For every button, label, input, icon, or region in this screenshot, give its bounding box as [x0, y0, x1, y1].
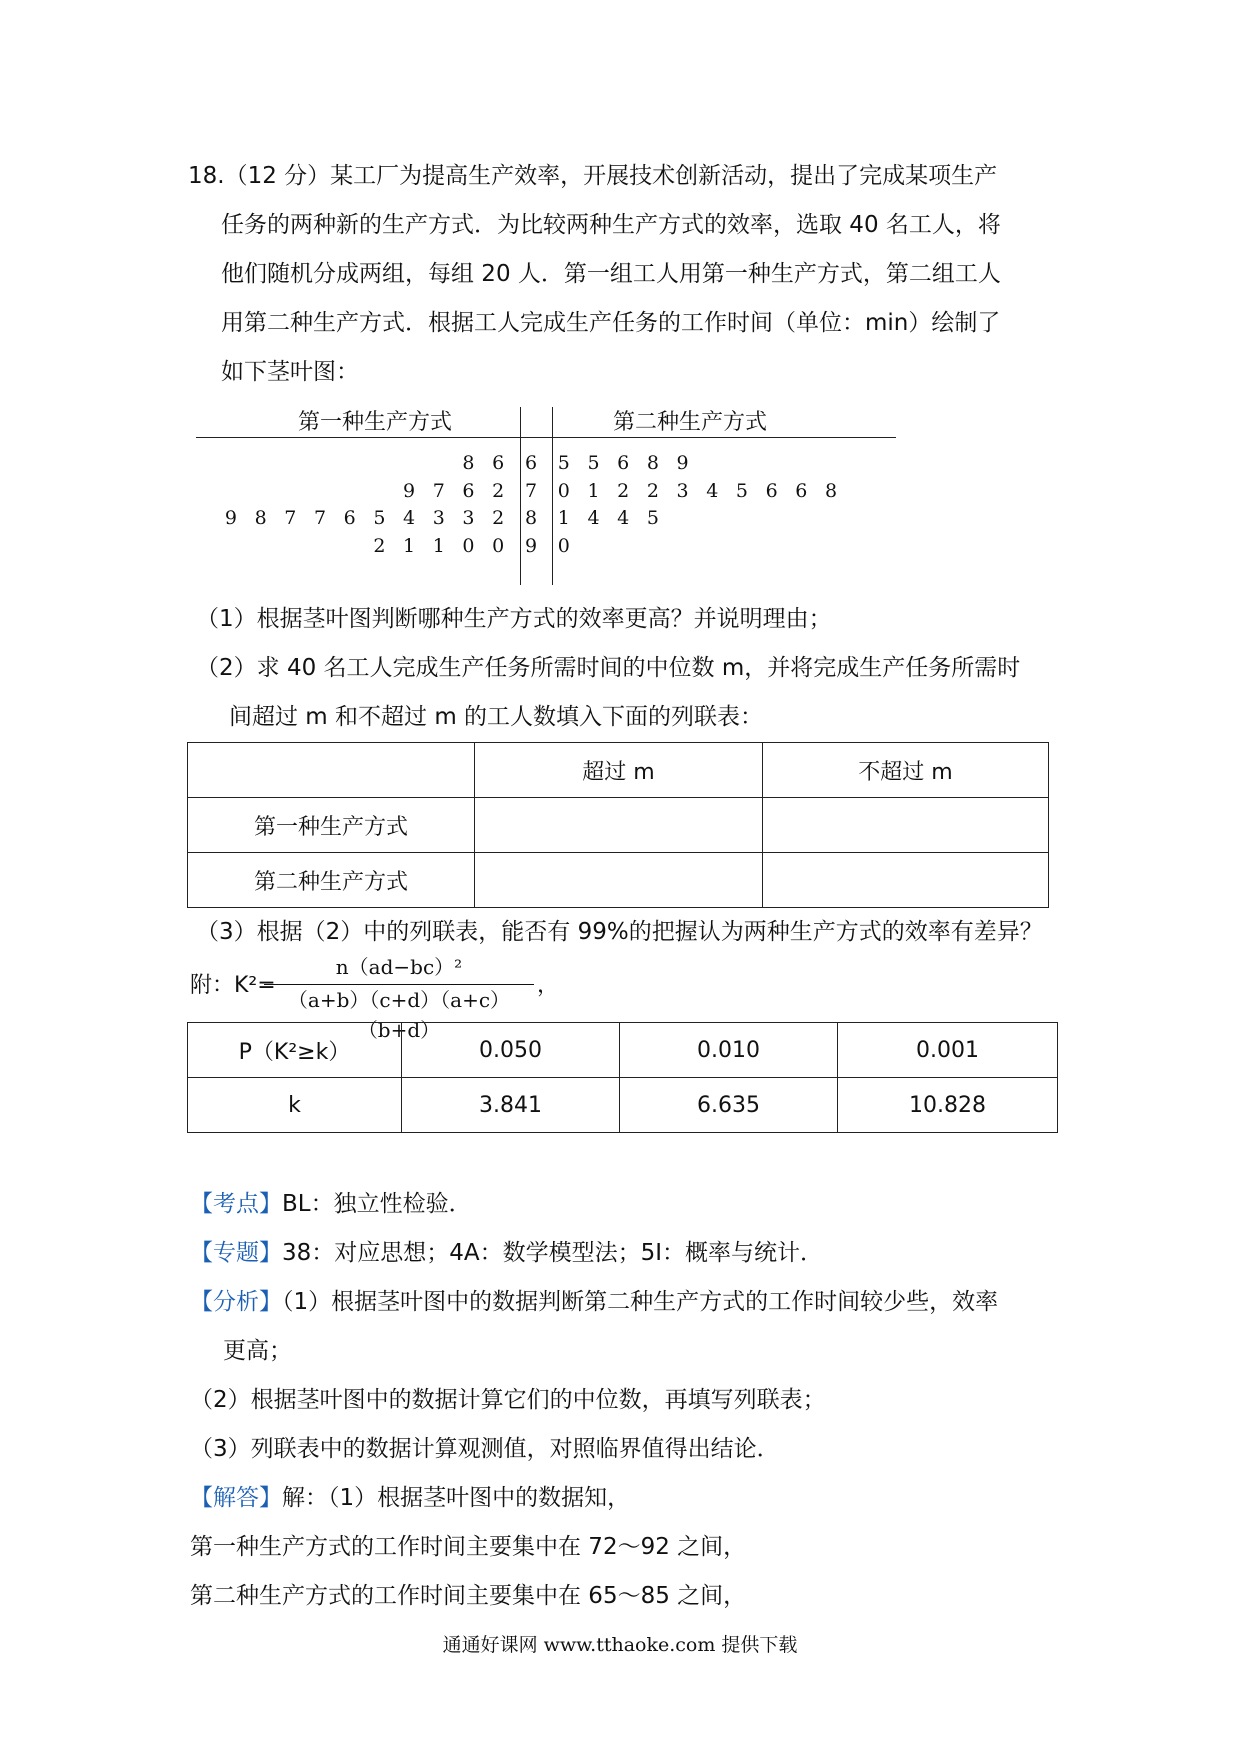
leaf: 6 — [795, 479, 808, 502]
left-leaves — [365, 533, 513, 560]
leaf: 1 — [587, 479, 600, 502]
left-leaves — [216, 505, 513, 532]
fenxi-text-1: （1）根据茎叶图中的数据判断第二种生产方式的工作时间较少些，效率 — [282, 1289, 999, 1315]
table-row — [188, 798, 1049, 853]
zhuanti-tag: 【专题】 — [190, 1240, 282, 1266]
jieda-text: 解：（1）根据茎叶图中的数据知， — [282, 1485, 631, 1511]
leaf: 5 — [735, 479, 749, 502]
zhuanti-text: 38：对应思想；4A：数学模型法；5I：概率与统计． — [282, 1240, 824, 1266]
leaf: 3 — [432, 507, 445, 529]
table-cell[interactable] — [763, 798, 1049, 853]
leaf: 8 — [462, 452, 475, 474]
leaf: 9 — [224, 507, 238, 529]
stem-leaf-right-title: 第二种生产方式 — [613, 410, 768, 435]
solution-line-b: 第二种生产方式的工作时间主要集中在 65～85 之间， — [190, 1583, 747, 1609]
formula-prefix: 附：K²= — [190, 973, 276, 998]
leaf: 5 — [646, 507, 659, 529]
leaf: 1 — [557, 507, 570, 529]
formula-suffix: ， — [537, 973, 560, 998]
leaf: 9 — [403, 479, 416, 502]
table-row-label: 第一种生产方式 — [188, 798, 475, 853]
leaf: 2 — [492, 479, 505, 502]
leaf: 0 — [557, 534, 570, 557]
table-cell[interactable] — [475, 853, 763, 908]
jieda-line — [190, 1474, 1070, 1523]
leaf: 2 — [373, 534, 386, 557]
table-cell: 3.841 — [402, 1078, 620, 1133]
leaf: 6 — [462, 479, 475, 502]
leaf: 6 — [617, 452, 630, 474]
leaf: 4 — [706, 479, 719, 502]
problem-line-3: 他们随机分成两组，每组 20 人．第一组工人用第一种生产方式，第二组工人 — [221, 261, 1001, 287]
fenxi-text-2: （2）根据茎叶图中的数据计算它们的中位数，再填写列联表； — [190, 1387, 826, 1413]
problem-line-4: 用第二种生产方式．根据工人完成生产任务的工作时间（单位：min）绘制了 — [221, 310, 1001, 336]
right-leaves — [549, 478, 846, 505]
question-1: （1）根据茎叶图判断哪种生产方式的效率更高？并说明理由； — [196, 606, 832, 632]
table-cell: P（K²≥k） — [188, 1023, 402, 1078]
table-cell: 6.635 — [620, 1078, 838, 1133]
leaf: 7 — [432, 479, 445, 502]
leaf: 5 — [557, 452, 570, 474]
formula-fraction — [264, 950, 534, 1042]
leaf: 6 — [492, 452, 505, 474]
left-leaves — [454, 450, 513, 477]
leaf: 0 — [557, 479, 570, 502]
leaf: 6 — [765, 479, 778, 502]
solution — [190, 1180, 1070, 1621]
table-header-not-over-m: 不超过 m — [763, 743, 1049, 798]
table-row — [188, 1078, 1058, 1133]
leaf: 1 — [432, 534, 445, 557]
stem-value: 7 — [524, 479, 538, 502]
table-cell — [188, 743, 475, 798]
stem-value: 9 — [524, 534, 538, 557]
formula-numerator: n（ad−bc）² — [335, 955, 463, 979]
stem-leaf-row — [0, 450, 1240, 477]
kaodian-tag: 【考点】 — [190, 1191, 282, 1217]
leaf: 8 — [824, 479, 838, 502]
table-cell: 10.828 — [838, 1078, 1058, 1133]
kaodian-line — [190, 1180, 1070, 1229]
table-row — [188, 1023, 1058, 1078]
leaf: 8 — [254, 507, 267, 529]
right-leaves — [549, 505, 668, 532]
solution-line-a: 第一种生产方式的工作时间主要集中在 72～92 之间， — [190, 1534, 747, 1560]
stem-leaf-row — [0, 478, 1240, 505]
leaf: 5 — [373, 507, 386, 529]
problem-line-5: 如下茎叶图： — [221, 359, 359, 385]
stem-value: 8 — [524, 507, 538, 529]
table-header-over-m: 超过 m — [475, 743, 763, 798]
leaf: 0 — [492, 534, 505, 557]
zhuanti-line — [190, 1229, 1070, 1278]
kaodian-text: BL：独立性检验． — [282, 1191, 472, 1217]
table-cell[interactable] — [475, 798, 763, 853]
contingency-table — [187, 742, 1049, 908]
stem-leaf-row — [0, 505, 1240, 532]
stem-leaf-row — [0, 533, 1240, 560]
table-row — [188, 853, 1049, 908]
leaf: 9 — [676, 452, 689, 474]
left-leaves — [394, 478, 513, 505]
problem-line-2: 任务的两种新的生产方式．为比较两种生产方式的效率，选取 40 名工人，将 — [221, 212, 1001, 238]
question-3: （3）根据（2）中的列联表，能否有 99%的把握认为两种生产方式的效率有差异？ — [196, 919, 1043, 945]
table-row-label: 第二种生产方式 — [188, 853, 475, 908]
right-leaves — [549, 533, 579, 560]
problem-line-1: 18.（12 分）某工厂为提高生产效率，开展技术创新活动，提出了完成某项生产 — [188, 163, 998, 189]
fenxi-text-3: （3）列联表中的数据计算观测值，对照临界值得出结论． — [190, 1436, 780, 1462]
stem-leaf-left-title: 第一种生产方式 — [298, 410, 453, 435]
leaf: 2 — [646, 479, 659, 502]
formula-denominator: （a+b）（c+d）（a+c）（b+d） — [287, 988, 511, 1042]
page-footer: 通通好课网 www.tthaoke.com 提供下载 — [442, 1634, 798, 1656]
leaf: 4 — [617, 507, 630, 529]
table-row — [188, 743, 1049, 798]
question-2b: 间超过 m 和不超过 m 的工人数填入下面的列联表： — [229, 704, 764, 730]
stem-value: 6 — [524, 452, 538, 474]
fenxi-tag: 【分析】 — [190, 1289, 282, 1315]
leaf: 7 — [284, 507, 297, 529]
table-cell: 0.010 — [620, 1023, 838, 1078]
problem-text — [188, 152, 1068, 397]
leaf: 7 — [313, 507, 327, 529]
leaf: 0 — [462, 534, 475, 557]
leaf: 8 — [646, 452, 659, 474]
fenxi-text-1b: 更高； — [223, 1338, 292, 1364]
leaf: 4 — [403, 507, 416, 529]
leaf: 3 — [676, 479, 689, 502]
leaf: 2 — [492, 507, 505, 529]
leaf: 5 — [587, 452, 600, 474]
leaf: 1 — [403, 534, 416, 557]
table-cell: 0.001 — [838, 1023, 1058, 1078]
stem-leaf-top-rule — [196, 437, 896, 438]
leaf: 2 — [617, 479, 630, 502]
table-cell[interactable] — [763, 853, 1049, 908]
critical-value-table — [187, 1022, 1058, 1133]
question-2a: （2）求 40 名工人完成生产任务所需时间的中位数 m，并将完成生产任务所需时 — [196, 655, 1021, 681]
fenxi-line — [190, 1278, 1070, 1327]
table-cell: 0.050 — [402, 1023, 620, 1078]
leaf: 6 — [343, 507, 356, 529]
right-leaves — [549, 450, 697, 477]
leaf: 4 — [587, 507, 600, 529]
leaf: 3 — [462, 507, 475, 529]
table-cell: k — [188, 1078, 402, 1133]
jieda-tag: 【解答】 — [190, 1485, 282, 1511]
